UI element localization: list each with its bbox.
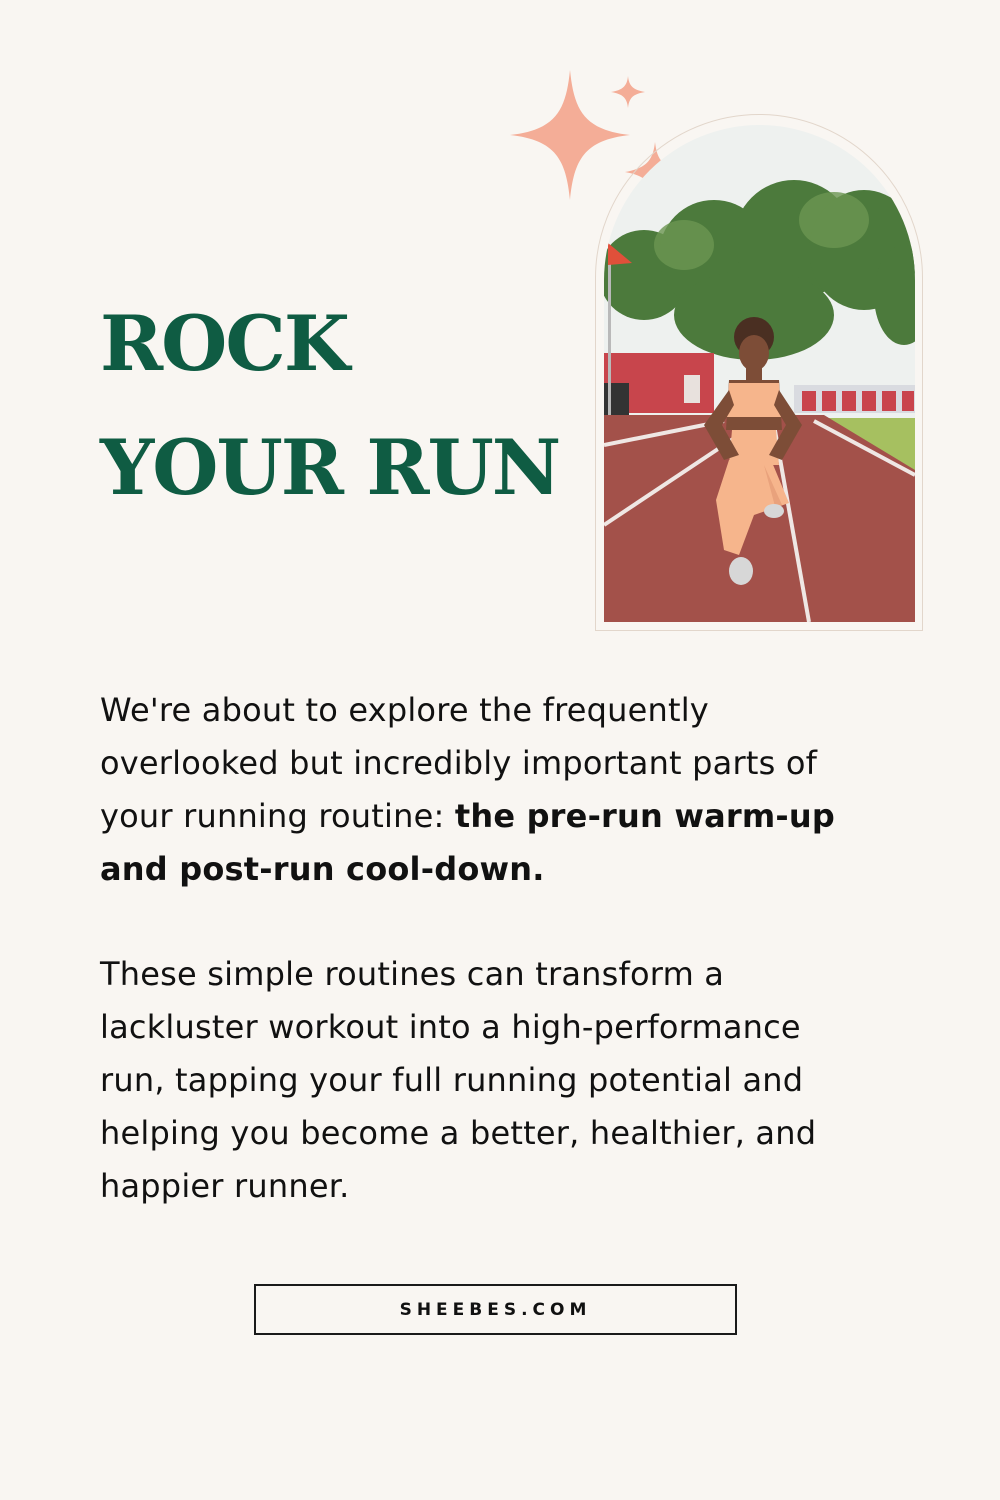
runner-photo xyxy=(604,125,915,622)
intro-line-2: overlooked but incredibly important parts of xyxy=(100,744,818,782)
benefits-paragraph xyxy=(100,948,920,1213)
benefits-line-2: lackluster workout into a high-performance xyxy=(100,1008,801,1046)
intro-line-3-bold: the pre-run warm-up xyxy=(454,797,835,835)
page-title xyxy=(100,282,559,530)
website-link[interactable] xyxy=(254,1284,737,1335)
title-line-1: ROCK xyxy=(100,299,348,388)
benefits-line-1: These simple routines can transform a xyxy=(100,955,725,993)
title-line-2: YOUR RUN xyxy=(100,423,560,512)
intro-line-1: We're about to explore the frequently xyxy=(100,691,709,729)
benefits-line-4: helping you become a better, healthier, and xyxy=(100,1114,817,1152)
intro-line-3 xyxy=(100,790,920,843)
intro-line-4: and post-run cool-down. xyxy=(100,850,545,888)
benefits-line-5: happier runner. xyxy=(100,1167,350,1205)
website-label: SHEEBES.COM xyxy=(399,1299,592,1320)
intro-line-3-regular: your running routine: xyxy=(100,797,455,835)
benefits-line-3: run, tapping your full running potential and xyxy=(100,1061,804,1099)
intro-paragraph xyxy=(100,684,920,896)
